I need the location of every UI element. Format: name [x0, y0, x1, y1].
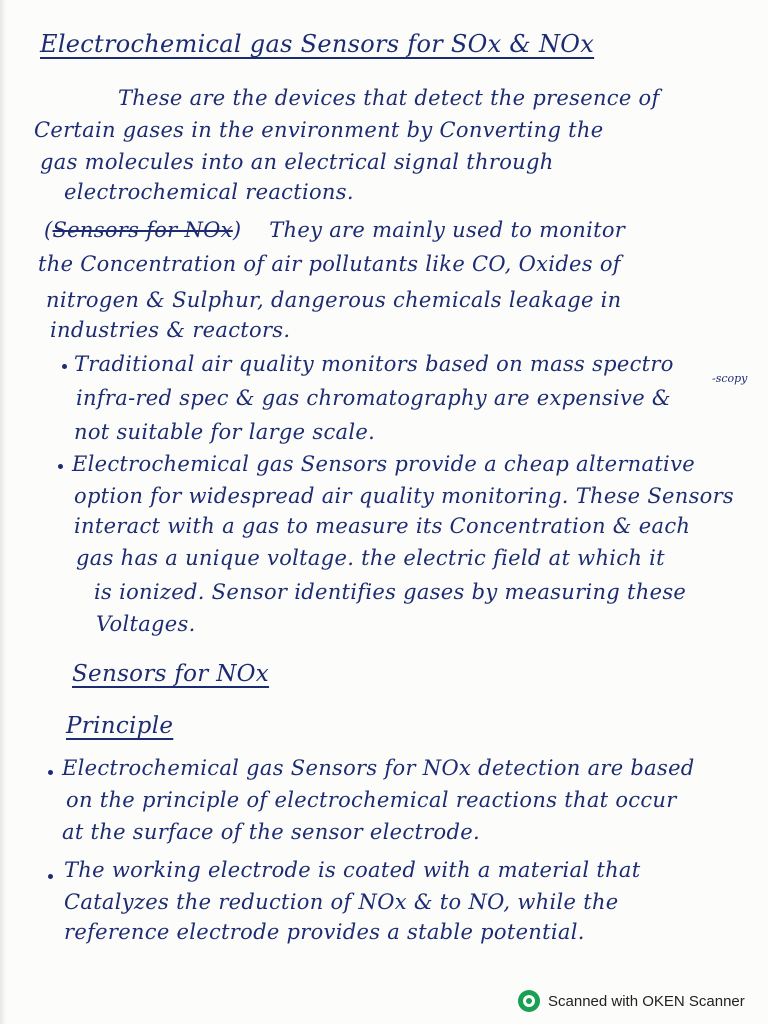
struck-heading-row: (Sensors for NOx) They are mainly used to monitor [44, 218, 626, 242]
oken-scanner-logo-icon [518, 990, 540, 1012]
intro-line-3: gas molecules into an electrical signal through [40, 150, 554, 174]
bullet2-line-6: Voltages. [96, 612, 196, 636]
section-heading: Sensors for NOx [72, 661, 270, 687]
usage-line-3: nitrogen & Sulphur, dangerous chemicals leakage in [46, 288, 622, 312]
bullet3-line-3: at the surface of the sensor electrode. [62, 820, 480, 844]
usage-line-4: industries & reactors. [50, 318, 291, 342]
scanner-watermark [518, 988, 745, 1014]
bullet2-line-1: Electrochemical gas Sensors provide a cheap alternative [72, 452, 695, 476]
struck-heading: Sensors for NOx [52, 218, 233, 242]
document-title: Electrochemical gas Sensors for SOx & NOx [40, 30, 595, 58]
bullet1-line-2: infra-red spec & gas chromatography are expensive & [76, 386, 671, 410]
bullet1-line-3: not suitable for large scale. [74, 420, 376, 444]
intro-line-1: These are the devices that detect the presence of [118, 86, 660, 110]
bullet-marker-1 [62, 364, 67, 369]
bullet-marker-3 [48, 770, 53, 775]
bullet4-line-1: The working electrode is coated with a material that [64, 858, 641, 882]
page-edge-shadow [0, 0, 6, 1024]
bullet-marker-4 [48, 874, 53, 879]
bullet3-line-1: Electrochemical gas Sensors for NOx detection are based [62, 756, 695, 780]
bullet4-line-3: reference electrode provides a stable potential. [64, 920, 585, 944]
bullet2-line-3: interact with a gas to measure its Concentration & each [74, 514, 691, 538]
scanner-label: Scanned with OKEN Scanner [548, 992, 745, 1010]
usage-line-2: the Concentration of air pollutants like CO, Oxides of [38, 252, 621, 276]
intro-line-2: Certain gases in the environment by Converting the [34, 118, 604, 142]
bullet3-line-2: on the principle of electrochemical reactions that occur [66, 788, 677, 812]
intro-line-4: electrochemical reactions. [64, 180, 354, 204]
bullet1-line-1: Traditional air quality monitors based on mass spectro [74, 352, 674, 376]
bullet-marker-2 [58, 464, 63, 469]
usage-line-1: They are mainly used to monitor [269, 218, 626, 242]
principle-heading: Principle [66, 713, 174, 739]
bullet1-note: -scopy [712, 372, 748, 385]
bullet4-line-2: Catalyzes the reduction of NOx & to NO, while the [64, 890, 619, 914]
bullet2-line-5: is ionized. Sensor identifies gases by measuring these [94, 580, 687, 604]
bullet2-line-4: gas has a unique voltage. the electric field at which it [76, 546, 665, 570]
bullet2-line-2: option for widespread air quality monitoring. These Sensors [74, 484, 735, 508]
